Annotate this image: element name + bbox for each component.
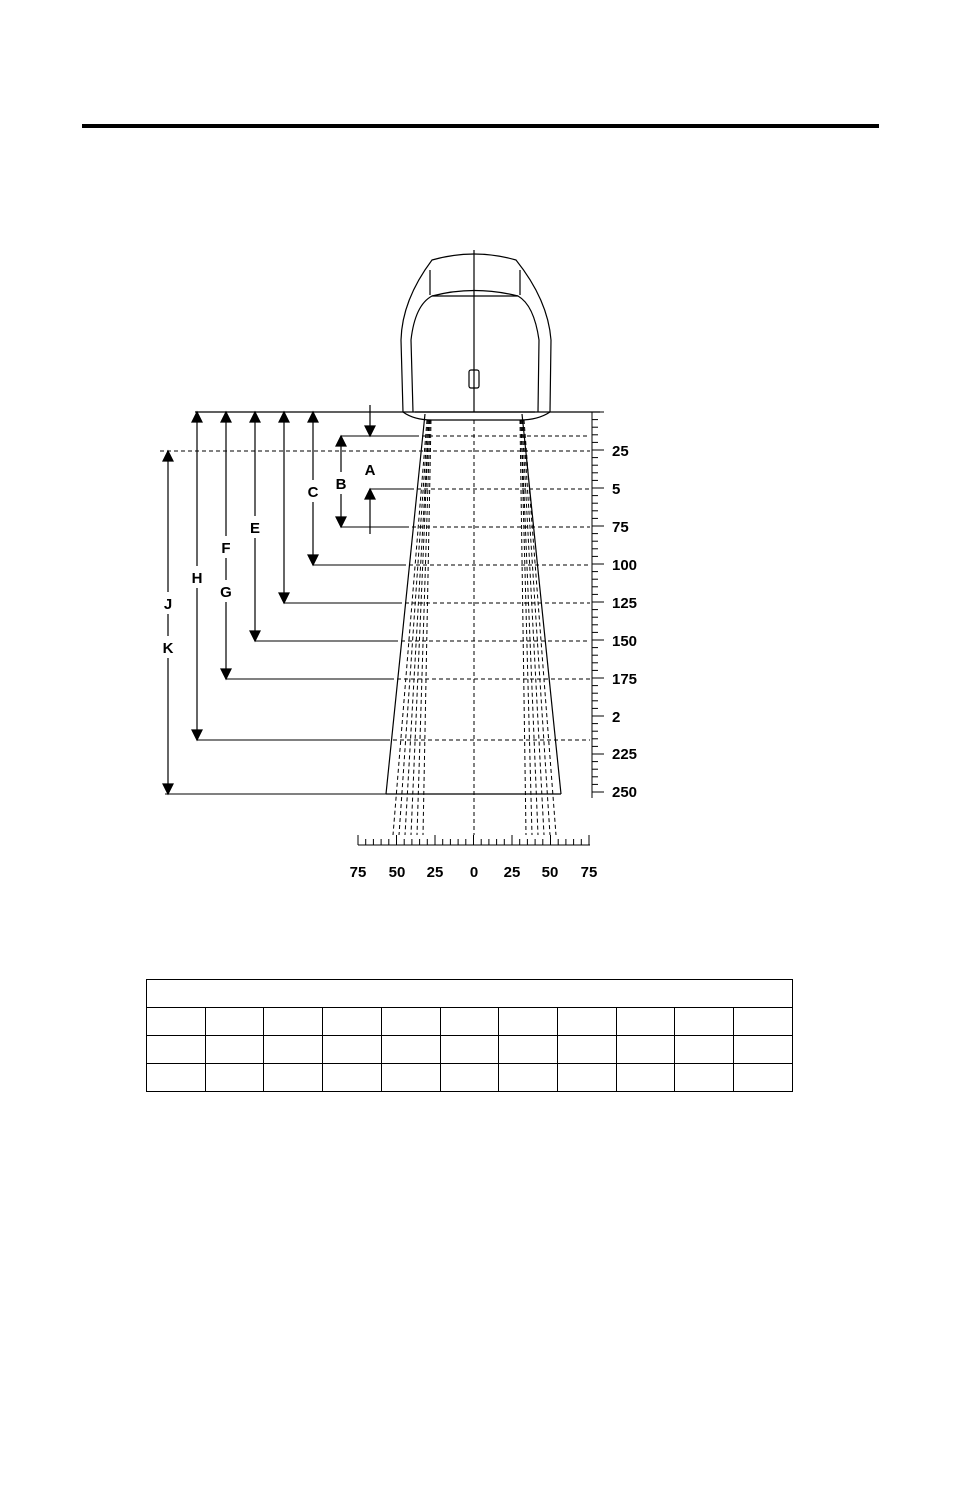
table-cell — [440, 1008, 499, 1036]
depth-label: 150 — [612, 633, 638, 650]
table-cell — [675, 1008, 734, 1036]
scanner-icon — [401, 250, 551, 420]
range-label-g: G — [220, 584, 232, 601]
range-arrows — [163, 405, 375, 794]
table-cell — [381, 1036, 440, 1064]
depth-label: 2 — [612, 709, 621, 726]
depth-label: 100 — [612, 557, 638, 574]
table-cell — [264, 1036, 323, 1064]
table-cell — [205, 1064, 264, 1092]
table-title-row — [147, 980, 793, 1008]
width-labels — [350, 864, 598, 881]
depth-label: 225 — [612, 746, 638, 763]
table-cell — [734, 1036, 793, 1064]
beam-dash-lines — [160, 420, 590, 835]
depth-label: 5 — [612, 481, 621, 498]
table-cell — [499, 1008, 558, 1036]
table-cell — [558, 1064, 617, 1092]
depth-label: 25 — [612, 443, 629, 460]
width-label: 50 — [541, 864, 559, 881]
range-label-h: H — [191, 570, 203, 587]
table-cell — [264, 1064, 323, 1092]
range-label-c: C — [307, 484, 319, 501]
depth-label: 75 — [612, 519, 629, 536]
width-label: 25 — [503, 864, 521, 881]
table-cell — [440, 1036, 499, 1064]
table-row — [147, 1064, 793, 1092]
width-label: 50 — [388, 864, 406, 881]
table-cell — [675, 1036, 734, 1064]
table-cell — [558, 1008, 617, 1036]
table-cell — [147, 1064, 206, 1092]
table-cell — [440, 1064, 499, 1092]
table-row — [147, 1008, 793, 1036]
table-cell — [616, 1064, 675, 1092]
width-label: 75 — [349, 864, 367, 881]
width-label: 75 — [580, 864, 598, 881]
table-cell — [323, 1036, 382, 1064]
table-cell — [616, 1008, 675, 1036]
range-label-e: E — [249, 520, 261, 537]
table-cell — [147, 1008, 206, 1036]
table-cell — [381, 1008, 440, 1036]
table-cell — [381, 1064, 440, 1092]
depth-labels — [612, 443, 637, 801]
table-cell — [264, 1008, 323, 1036]
range-label-j: J — [163, 596, 173, 613]
width-label: 25 — [426, 864, 444, 881]
depth-label: 125 — [612, 595, 638, 612]
table-cell — [499, 1036, 558, 1064]
depth-label: 175 — [612, 671, 638, 688]
table-row — [147, 1036, 793, 1064]
table-cell — [734, 1064, 793, 1092]
depth-label: 250 — [612, 784, 638, 801]
table-cell — [616, 1036, 675, 1064]
spec-table — [146, 979, 793, 1092]
width-ruler — [358, 835, 590, 845]
depth-ruler — [592, 412, 604, 798]
table-title — [147, 980, 793, 1008]
table-cell — [675, 1064, 734, 1092]
range-label-k: K — [162, 640, 174, 657]
table-cell — [323, 1064, 382, 1092]
table-cell — [147, 1036, 206, 1064]
width-label: 0 — [469, 864, 479, 881]
table-cell — [558, 1036, 617, 1064]
range-label-b: B — [335, 476, 347, 493]
table-cell — [205, 1008, 264, 1036]
table-cell — [205, 1036, 264, 1064]
range-label-f: F — [221, 540, 231, 557]
table-cell — [734, 1008, 793, 1036]
table-cell — [323, 1008, 382, 1036]
table-cell — [499, 1064, 558, 1092]
range-label-a: A — [364, 462, 376, 479]
